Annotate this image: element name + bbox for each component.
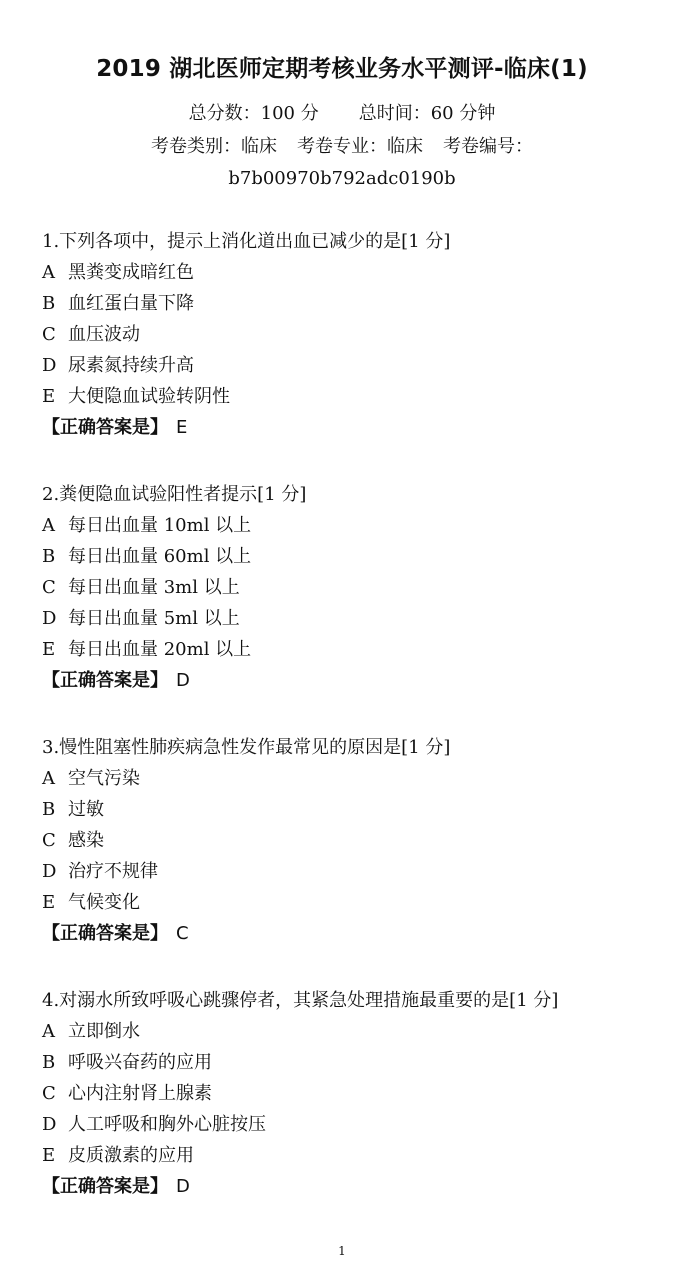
document-title: 2019 湖北医师定期考核业务水平测评-临床(1) bbox=[96, 56, 588, 82]
option-letter: D bbox=[42, 355, 57, 376]
question-stem: 1.下列各项中，提示上消化道出血已减少的是[1 分] bbox=[42, 231, 451, 252]
option-text: 大便隐血试验转阴性 bbox=[68, 386, 230, 407]
option-letter: E bbox=[42, 639, 56, 660]
option-a bbox=[42, 257, 652, 288]
question-4 bbox=[42, 985, 652, 1202]
option-b bbox=[42, 541, 652, 572]
option-d bbox=[42, 856, 652, 887]
option-c bbox=[42, 825, 652, 856]
correct-answer bbox=[42, 665, 652, 696]
exam-category: 考卷类别：临床 bbox=[151, 136, 277, 157]
option-text: 心内注射肾上腺素 bbox=[68, 1083, 212, 1104]
option-d bbox=[42, 1109, 652, 1140]
option-letter: C bbox=[42, 324, 56, 345]
option-letter: D bbox=[42, 861, 57, 882]
option-e bbox=[42, 634, 652, 665]
answer-label: 【正确答案是】 bbox=[42, 417, 168, 438]
option-text: 黑粪变成暗红色 bbox=[68, 262, 194, 283]
option-text: 气候变化 bbox=[68, 892, 140, 913]
option-text: 人工呼吸和胸外心脏按压 bbox=[68, 1114, 266, 1135]
option-d bbox=[42, 350, 652, 381]
question-3 bbox=[42, 732, 652, 949]
answer-value: D bbox=[176, 670, 190, 691]
option-text: 血红蛋白量下降 bbox=[68, 293, 194, 314]
option-text: 感染 bbox=[68, 830, 104, 851]
option-text: 皮质激素的应用 bbox=[68, 1145, 194, 1166]
option-letter: D bbox=[42, 1114, 57, 1135]
option-b bbox=[42, 794, 652, 825]
option-c bbox=[42, 572, 652, 603]
correct-answer bbox=[42, 918, 652, 949]
option-letter: E bbox=[42, 892, 56, 913]
option-letter: C bbox=[42, 1083, 56, 1104]
option-letter: A bbox=[42, 262, 55, 283]
option-letter: C bbox=[42, 577, 56, 598]
answer-value: D bbox=[176, 1176, 190, 1197]
option-text: 每日出血量 3ml 以上 bbox=[68, 577, 240, 598]
option-text: 每日出血量 20ml 以上 bbox=[68, 639, 252, 660]
option-a bbox=[42, 763, 652, 794]
option-letter: B bbox=[42, 1052, 56, 1073]
option-b bbox=[42, 1047, 652, 1078]
option-a bbox=[42, 1016, 652, 1047]
option-e bbox=[42, 381, 652, 412]
question-2 bbox=[42, 479, 652, 696]
option-text: 每日出血量 5ml 以上 bbox=[68, 608, 240, 629]
option-text: 立即倒水 bbox=[68, 1021, 140, 1042]
option-text: 治疗不规律 bbox=[68, 861, 158, 882]
question-stem: 2.粪便隐血试验阳性者提示[1 分] bbox=[42, 484, 307, 505]
option-letter: A bbox=[42, 515, 55, 536]
correct-answer bbox=[42, 412, 652, 443]
option-letter: A bbox=[42, 768, 55, 789]
option-letter: E bbox=[42, 1145, 56, 1166]
exam-number: b7b00970b792adc0190b bbox=[228, 168, 456, 189]
exam-summary-line bbox=[0, 101, 684, 127]
option-letter: B bbox=[42, 293, 56, 314]
exam-specialty: 考卷专业：临床 bbox=[297, 136, 423, 157]
question-1 bbox=[42, 226, 652, 443]
option-text: 空气污染 bbox=[68, 768, 140, 789]
option-letter: C bbox=[42, 830, 56, 851]
question-stem: 3.慢性阻塞性肺疾病急性发作最常见的原因是[1 分] bbox=[42, 737, 451, 758]
answer-label: 【正确答案是】 bbox=[42, 923, 168, 944]
option-text: 呼吸兴奋药的应用 bbox=[68, 1052, 212, 1073]
answer-label: 【正确答案是】 bbox=[42, 670, 168, 691]
option-e bbox=[42, 887, 652, 918]
option-letter: B bbox=[42, 546, 56, 567]
question-stem: 4.对溺水所致呼吸心跳骤停者，其紧急处理措施最重要的是[1 分] bbox=[42, 990, 559, 1011]
option-c bbox=[42, 319, 652, 350]
option-letter: A bbox=[42, 1021, 55, 1042]
exam-number-label: 考卷编号： bbox=[443, 136, 533, 157]
option-letter: D bbox=[42, 608, 57, 629]
exam-info-line bbox=[0, 134, 684, 160]
correct-answer bbox=[42, 1171, 652, 1202]
option-text: 尿素氮持续升高 bbox=[68, 355, 194, 376]
answer-value: C bbox=[176, 923, 189, 944]
answer-value: E bbox=[176, 417, 188, 438]
option-text: 血压波动 bbox=[68, 324, 140, 345]
option-text: 每日出血量 60ml 以上 bbox=[68, 546, 252, 567]
option-c bbox=[42, 1078, 652, 1109]
option-b bbox=[42, 288, 652, 319]
option-text: 每日出血量 10ml 以上 bbox=[68, 515, 252, 536]
total-time: 总时间：60 分钟 bbox=[358, 103, 496, 124]
option-d bbox=[42, 603, 652, 634]
page-number: 1 bbox=[338, 1244, 346, 1258]
option-a bbox=[42, 510, 652, 541]
option-letter: E bbox=[42, 386, 56, 407]
total-score: 总分数：100 分 bbox=[188, 103, 319, 124]
question-list bbox=[42, 226, 652, 1238]
option-letter: B bbox=[42, 799, 56, 820]
option-e bbox=[42, 1140, 652, 1171]
answer-label: 【正确答案是】 bbox=[42, 1176, 168, 1197]
option-text: 过敏 bbox=[68, 799, 104, 820]
